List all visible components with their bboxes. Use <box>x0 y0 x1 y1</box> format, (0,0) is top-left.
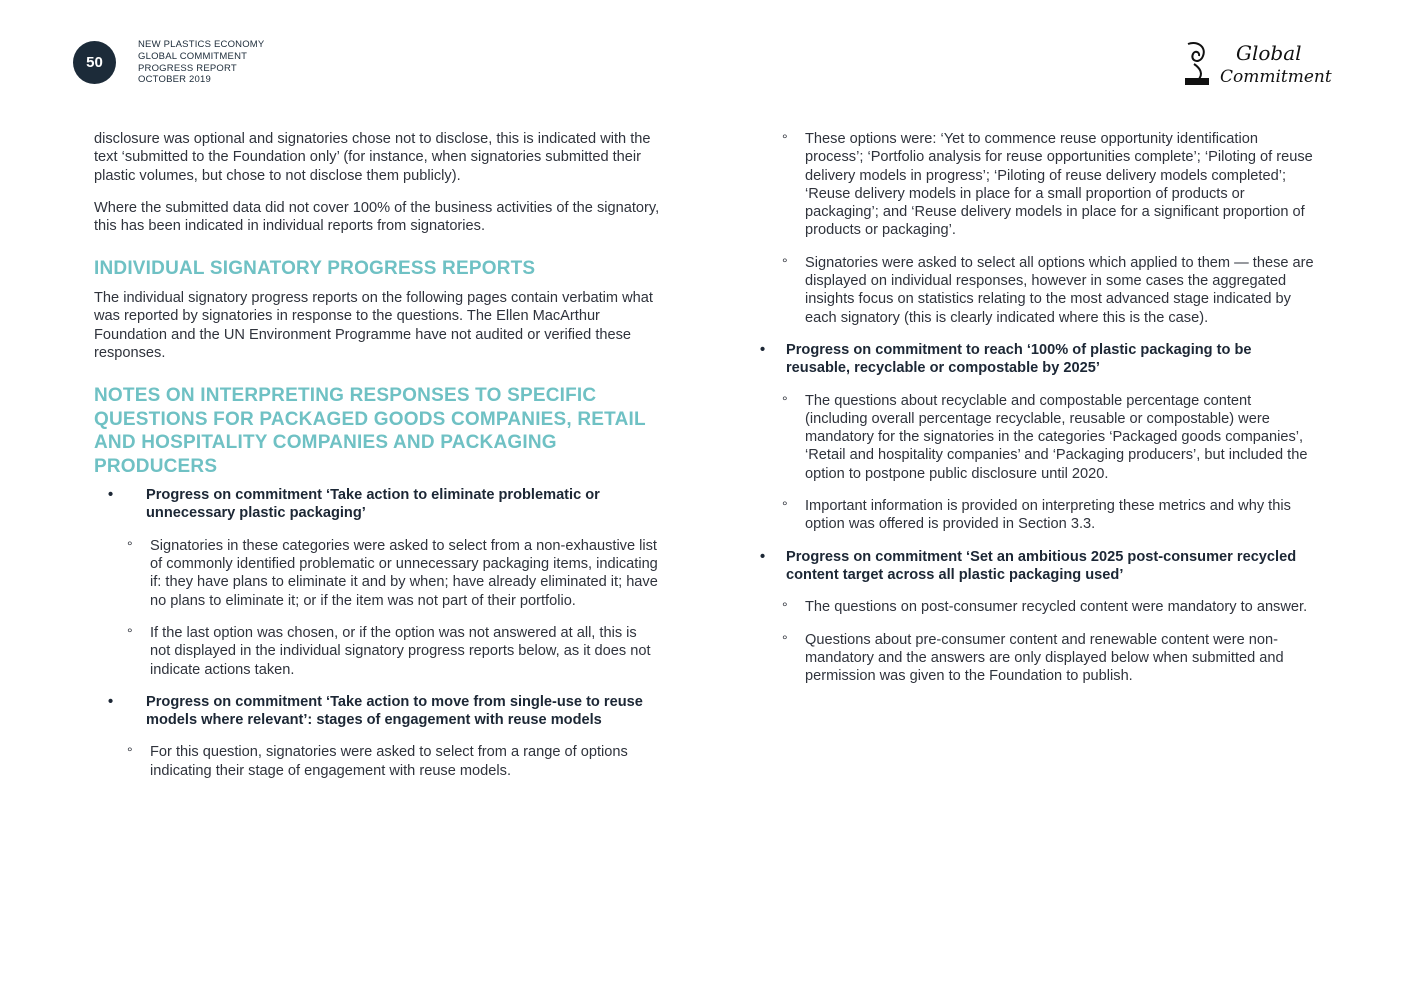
sub-bullet-item: ° If the last option was chosen, or if the option was not answered at all, this is not displayed in the individual signatory progress reports below, as it does not indicate actions taken. <box>94 624 660 679</box>
bullet-item: • Progress on commitment ‘Take action to eliminate problematic or unnecessary plastic packaging’ <box>108 486 660 523</box>
logo-text-global: Global <box>1236 41 1302 65</box>
bullet-item: • Progress on commitment ‘Take action to move from single-use to reuse models where relevant’: stages of engagement with reuse models <box>108 693 660 730</box>
sub-bullet-item: ° Questions about pre-consumer content and renewable content were non-mandatory and the answers are only displayed below when submitted and permission was given to the Foundation to publish. <box>760 631 1316 686</box>
paragraph: disclosure was optional and signatories chose not to disclose, this is indicated with the text ‘submitted to the Foundation only’ (for instance, when signatories submitted their plastic volumes, but chose to not disclose them publicly). <box>94 131 651 184</box>
sub-bullet-item: ° The questions on post-consumer recycled content were mandatory to answer. <box>760 598 1316 616</box>
section-heading: NOTES ON INTERPRETING RESPONSES TO SPECIFIC QUESTIONS FOR PACKAGED GOODS COMPANIES, RETAIL AND HOSPITALITY COMPANIES AND PACKAGING PRODUCERS <box>94 385 646 477</box>
sub-bullet-item: ° For this question, signatories were asked to select from a range of options indicating their stage of engagement with reuse models. <box>94 743 660 780</box>
left-column <box>94 130 660 794</box>
paragraph: Where the submitted data did not cover 100% of the business activities of the signatory, this has been indicated in individual reports from signatories. <box>94 199 660 235</box>
report-header-line: GLOBAL COMMITMENT <box>138 50 248 62</box>
logo-text-commitment: Commitment <box>1220 67 1332 87</box>
sub-bullet-item: ° The questions about recyclable and compostable percentage content (including overall percentage recyclable, reusable or compostable) were mandatory for the signatories in the categories ‘Packaged goods companies’, ‘Retail and hospitality companies’ and ‘Packaging producers’, but included the option to postpone public disclosure until 2020. <box>760 392 1316 483</box>
sub-bullet-item: ° These options were: ‘Yet to commence reuse opportunity identification process’; ‘Portfolio analysis for reuse opportunities complete’; ‘Piloting of reuse delivery models in progress’; ‘Piloting of reuse delivery models completed’; ‘Reuse delivery models in place for a small proportion of products or packaging’; and ‘Reuse delivery models in place for a significant proportion of products or packaging’. <box>760 130 1316 240</box>
section-heading: INDIVIDUAL SIGNATORY PROGRESS REPORTS <box>94 258 536 280</box>
page-number-badge: 50 <box>73 41 116 84</box>
bullet-item: • Progress on commitment to reach ‘100% of plastic packaging to be reusable, recyclable or compostable by 2025’ <box>760 341 1316 378</box>
sub-bullet-item: ° Signatories were asked to select all options which applied to them — these are displayed on individual responses, however in some cases the aggregated insights focus on statistics relating to the most advanced stage indicated by each signatory (this is clearly indicated where this is the case). <box>760 254 1316 327</box>
sub-bullet-item: ° Important information is provided on interpreting these metrics and why this option was offered is provided in Section 3.3. <box>760 497 1316 534</box>
swirl-icon <box>1188 43 1204 80</box>
global-commitment-logo <box>1180 38 1332 90</box>
report-header-line: NEW PLASTICS ECONOMY <box>138 39 265 50</box>
paragraph: The individual signatory progress reports on the following pages contain verbatim what was reported by signatories in response to the questions. The Ellen MacArthur Foundation and the UN Environment Programme have not audited or verified these responses. <box>94 289 653 361</box>
report-header-line: OCTOBER 2019 <box>138 74 211 86</box>
report-header <box>138 39 264 86</box>
sub-bullet-item: ° Signatories in these categories were asked to select from a non-exhaustive list of commonly identified problematic or unnecessary packaging items, indicating if: they have plans to eliminate it and by when; have already eliminated it; have no plans to eliminate it; or if the item was not part of their portfolio. <box>94 537 660 610</box>
bullet-item: • Progress on commitment ‘Set an ambitious 2025 post-consumer recycled content target across all plastic packaging used’ <box>760 548 1316 585</box>
report-header-line: PROGRESS REPORT <box>138 62 237 74</box>
right-column <box>760 130 1316 699</box>
